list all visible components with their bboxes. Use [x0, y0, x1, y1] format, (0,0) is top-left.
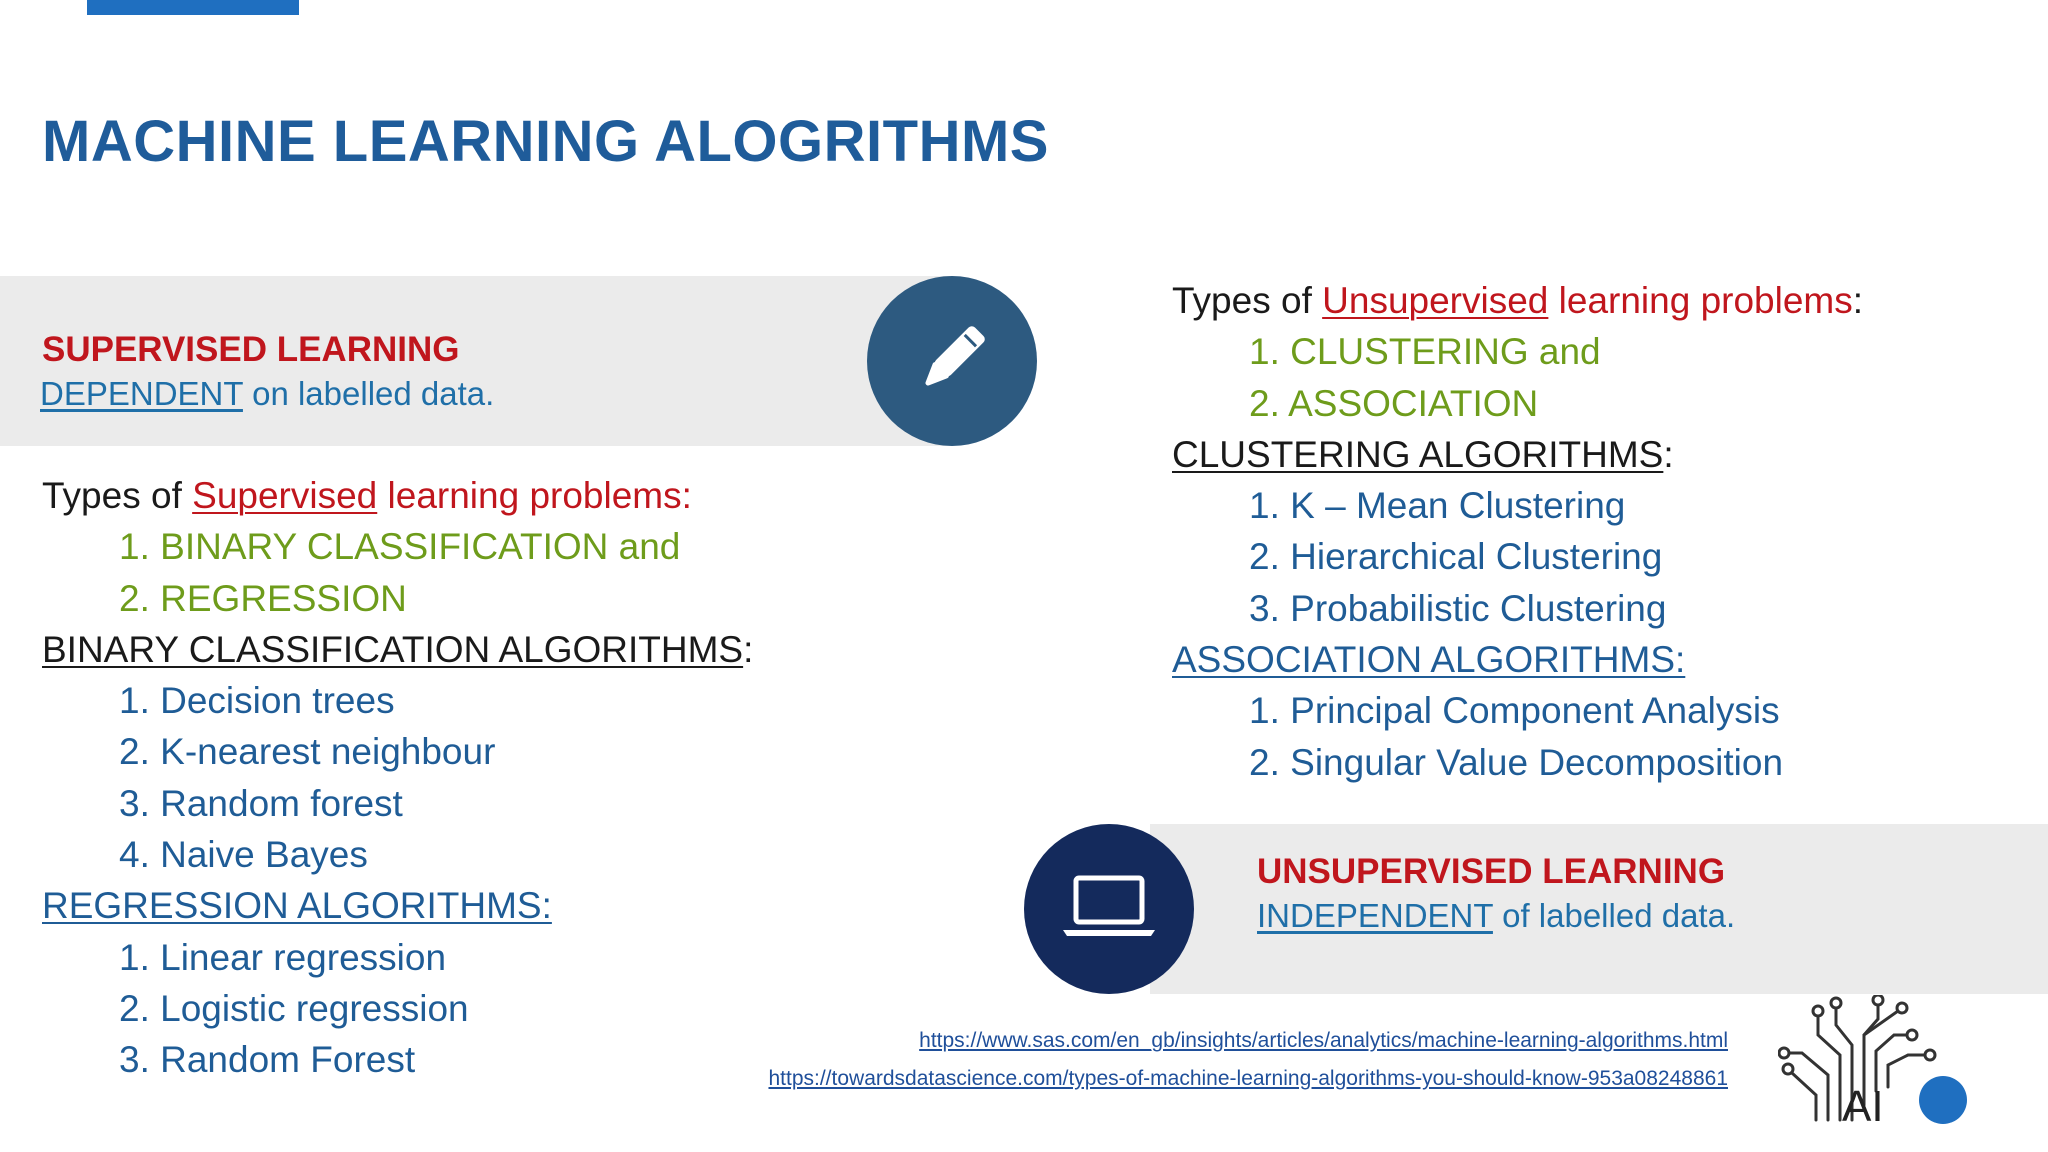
unsupervised-types-line: Types of Unsupervised learning problems: — [1172, 280, 1864, 321]
regression-heading: REGRESSION ALGORITHMS: — [42, 885, 552, 927]
supervised-keyword: Supervised — [192, 475, 378, 516]
supervised-description — [40, 375, 494, 413]
list-item: 1. Decision trees — [119, 680, 395, 722]
laptop-circle — [1024, 824, 1194, 994]
supervised-types-line: Types of Supervised learning problems: — [42, 475, 692, 516]
slide-title: MACHINE LEARNING ALOGRITHMS — [42, 109, 1049, 174]
list-item: 2. Hierarchical Clustering — [1249, 536, 1663, 578]
list-item: 3. Probabilistic Clustering — [1249, 587, 1667, 629]
unsupervised-label: UNSUPERVISED LEARNING — [1257, 852, 1726, 891]
unsupervised-description-rest: of labelled data. — [1492, 897, 1736, 934]
supervised-list — [42, 470, 753, 1086]
list-item: 1. K – Mean Clustering — [1249, 485, 1626, 527]
pencil-circle — [867, 276, 1037, 446]
supervised-description-rest: on labelled data. — [242, 375, 495, 412]
list-item: 3. Random forest — [119, 782, 403, 824]
unsupervised-keyword: Unsupervised — [1322, 280, 1549, 321]
clustering-heading: CLUSTERING ALGORITHMS: — [1172, 433, 1674, 475]
list-item: 2. K-nearest neighbour — [119, 731, 496, 773]
supervised-label: SUPERVISED LEARNING — [42, 330, 460, 369]
list-item: 2. REGRESSION — [119, 577, 407, 619]
independent-keyword: INDEPENDENT — [1257, 897, 1493, 934]
pencil-icon — [912, 319, 992, 404]
ai-logo-text: AI — [1842, 1082, 1884, 1125]
reference-link-sas[interactable]: https://www.sas.com/en_gb/insights/articles/analytics/machine-learning-algorithms.html — [919, 1029, 1728, 1052]
ai-circuit-logo — [1778, 995, 1968, 1125]
laptop-icon — [1059, 872, 1159, 947]
list-item: 3. Random Forest — [119, 1039, 416, 1081]
list-item: 4. Naive Bayes — [119, 834, 368, 876]
dependent-keyword: DEPENDENT — [40, 375, 243, 412]
list-item: 2. Singular Value Decomposition — [1249, 741, 1784, 783]
list-item: 1. Linear regression — [119, 936, 447, 978]
binary-heading: BINARY CLASSIFICATION ALGORITHMS: — [42, 628, 754, 670]
unsupervised-list — [1172, 275, 1863, 788]
list-item: 2. ASSOCIATION — [1249, 382, 1539, 424]
association-heading: ASSOCIATION ALGORITHMS: — [1172, 639, 1686, 681]
list-item: 2. Logistic regression — [119, 987, 469, 1029]
list-item: 1. Principal Component Analysis — [1249, 690, 1780, 732]
list-item: 1. BINARY CLASSIFICATION and — [119, 526, 681, 568]
unsupervised-description — [1257, 897, 1735, 935]
list-item: 1. CLUSTERING and — [1249, 331, 1601, 373]
reference-link-towardsdatascience[interactable]: https://towardsdatascience.com/types-of-machine-learning-algorithms-you-should-know-953a08248861 — [768, 1067, 1728, 1090]
ai-logo-dot — [1919, 1076, 1967, 1124]
top-accent-bar — [87, 0, 299, 15]
